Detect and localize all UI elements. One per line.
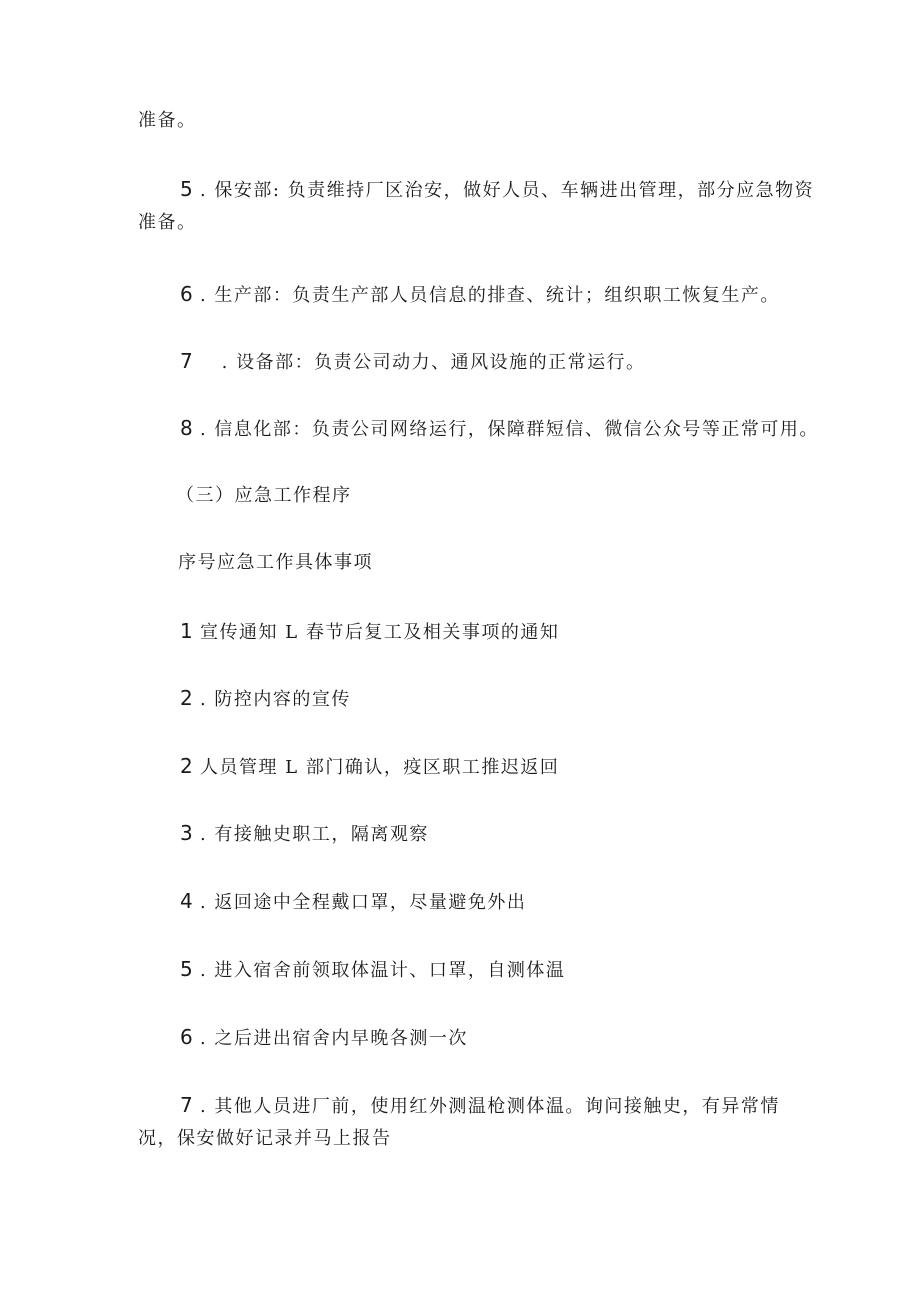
list-item-it-dept <box>180 416 819 442</box>
item-text: . 生产部：负责生产部人员信息的排查、统计；组织职工恢复生产。 <box>192 285 780 306</box>
table-row <box>180 1093 780 1119</box>
row-number: 2 <box>180 754 193 778</box>
table-row-continuation: 况，保安做好记录并马上报告 <box>138 1128 392 1149</box>
list-item-production-dept <box>180 282 780 308</box>
list-item-security-dept <box>180 177 814 203</box>
table-row <box>180 1025 468 1051</box>
item-number: 5 <box>180 177 193 201</box>
section-heading: （三）应急工作程序 <box>176 485 352 506</box>
row-number: 2 <box>180 686 193 710</box>
table-row <box>180 619 559 645</box>
table-row <box>180 889 526 915</box>
item-number: 8 <box>180 416 193 440</box>
row-text: . 有接触史职工，隔离观察 <box>192 824 429 845</box>
item-number: 6 <box>180 282 193 306</box>
table-row <box>180 754 559 780</box>
row-text: 宣传通知 L 春节后复工及相关事项的通知 <box>192 622 560 643</box>
paragraph-continuation: 准备。 <box>138 110 197 131</box>
row-number: 4 <box>180 889 193 913</box>
table-row <box>180 686 351 712</box>
row-number: 6 <box>180 1025 193 1049</box>
row-text: . 返回途中全程戴口罩，尽量避免外出 <box>192 892 527 913</box>
item-text: . 保安部: 负责维持厂区治安，做好人员、车辆进出管理，部分应急物资 <box>192 180 815 201</box>
row-text: 人员管理 L 部门确认，疫区职工推迟返回 <box>192 757 560 778</box>
row-text: . 进入宿舍前领取体温计、口罩，自测体温 <box>192 960 566 981</box>
table-header: 序号应急工作具体事项 <box>178 552 373 573</box>
table-row <box>180 957 565 983</box>
item-text: . 设备部：负责公司动力、通风设施的正常运行。 <box>192 352 646 373</box>
row-text: . 其他人员进厂前，使用红外测温枪测体温。询问接触史，有异常情 <box>192 1096 780 1117</box>
item-text: . 信息化部：负责公司网络运行，保障群短信、微信公众号等正常可用。 <box>192 419 819 440</box>
row-number: 5 <box>180 957 193 981</box>
list-item-continuation: 准备。 <box>138 212 197 233</box>
table-row <box>180 821 429 847</box>
item-number: 7 <box>180 349 193 373</box>
row-number: 1 <box>180 619 193 643</box>
row-number: 7 <box>180 1093 193 1117</box>
list-item-equipment-dept <box>180 349 646 375</box>
row-number: 3 <box>180 821 193 845</box>
row-text: . 之后进出宿舍内早晚各测一次 <box>192 1028 468 1049</box>
row-text: . 防控内容的宣传 <box>192 689 351 710</box>
